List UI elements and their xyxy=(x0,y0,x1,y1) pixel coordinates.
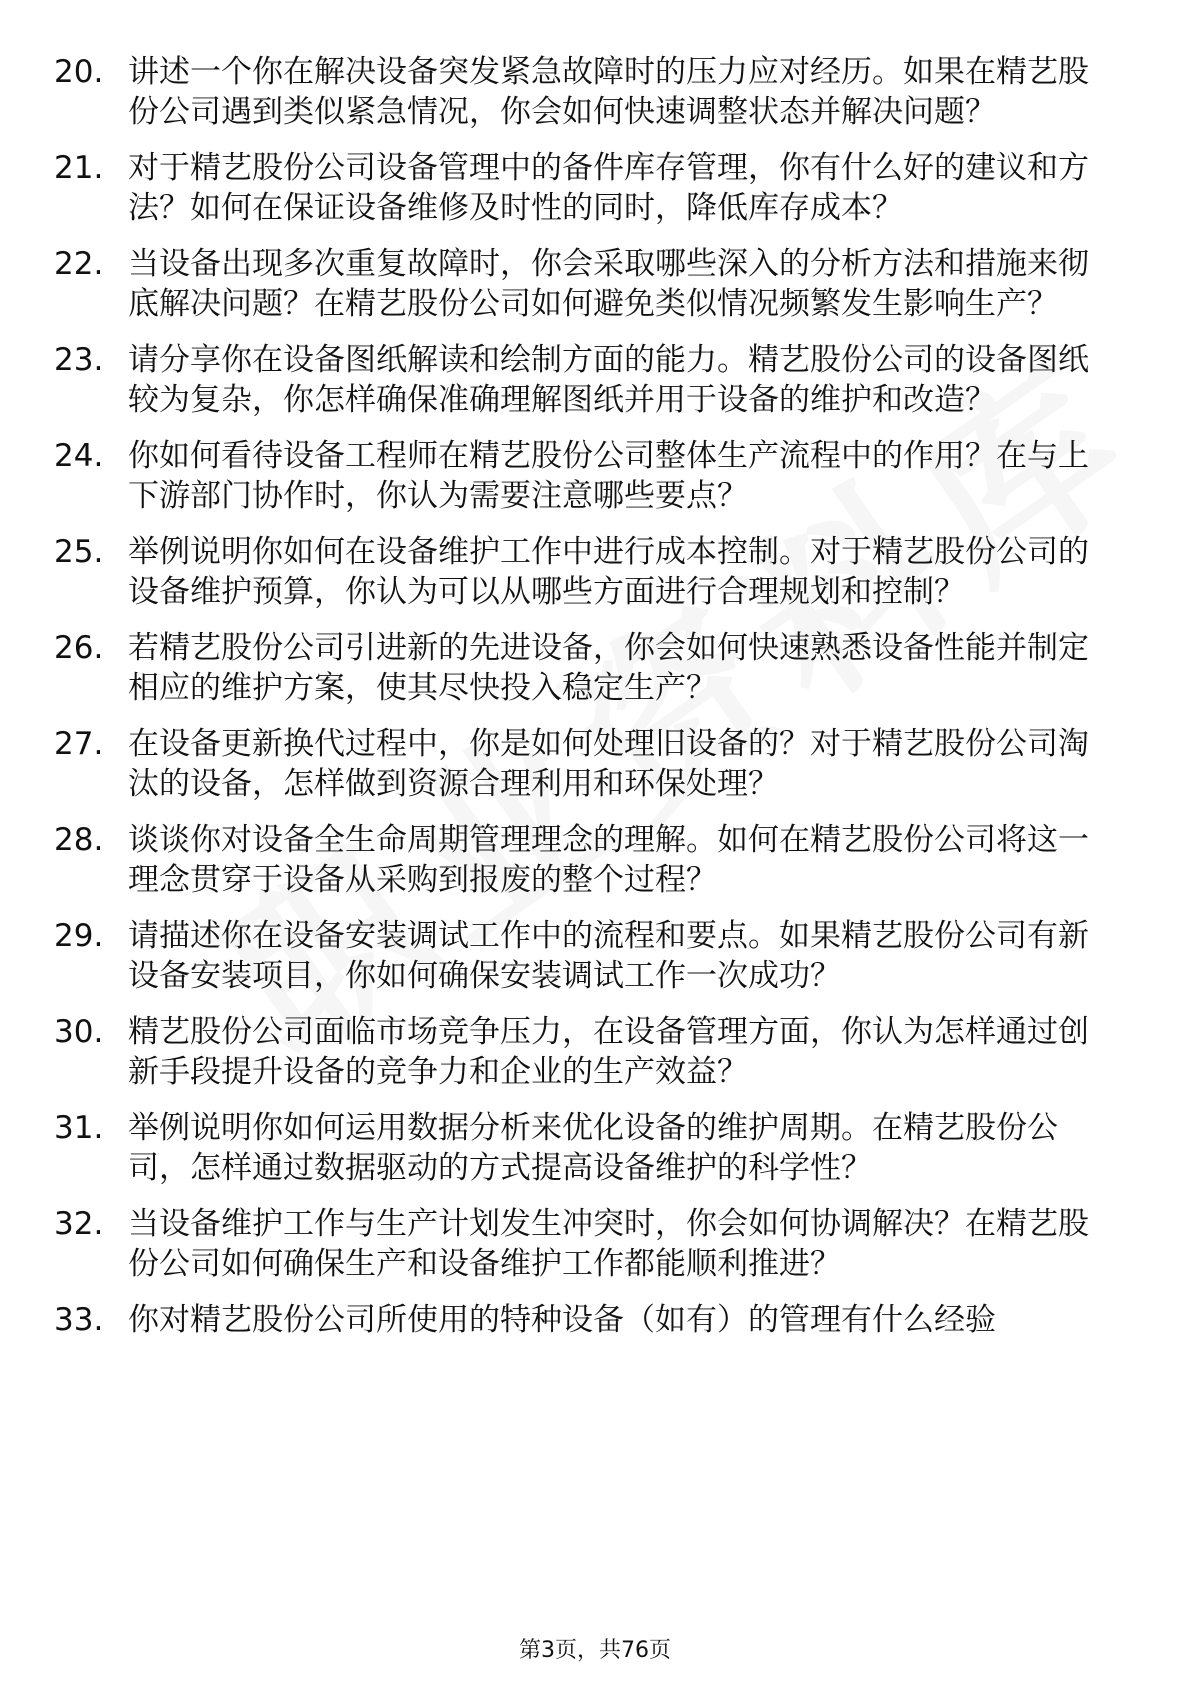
question-text: 举例说明你如何运用数据分析来优化设备的维护周期。在精艺股份公司，怎样通过数据驱动的方式提高设备维护的科学性？ xyxy=(128,1110,1058,1186)
question-number: 24. xyxy=(54,438,104,474)
question-text: 精艺股份公司面临市场竞争压力，在设备管理方面，你认为怎样通过创新手段提升设备的竞争力和企业的生产效益？ xyxy=(128,1014,1089,1090)
question-number: 31. xyxy=(54,1110,104,1146)
page-footer: 第3页，共76页 xyxy=(519,1638,671,1663)
question-item xyxy=(0,916,1118,996)
question-text: 当设备出现多次重复故障时，你会采取哪些深入的分析方法和措施来彻底解决问题？在精艺股份公司如何避免类似情况频繁发生影响生产？ xyxy=(128,246,1089,322)
question-item xyxy=(0,340,1118,420)
question-item xyxy=(0,1204,1118,1284)
question-item xyxy=(0,436,1118,516)
question-number: 26. xyxy=(54,630,104,666)
question-text: 举例说明你如何在设备维护工作中进行成本控制。对于精艺股份公司的设备维护预算，你认为可以从哪些方面进行合理规划和控制？ xyxy=(128,534,1089,610)
question-item xyxy=(0,244,1118,324)
question-item xyxy=(0,52,1118,132)
question-item xyxy=(0,1108,1118,1188)
question-number: 23. xyxy=(54,342,104,378)
question-list xyxy=(0,52,1190,1356)
question-text: 请描述你在设备安装调试工作中的流程和要点。如果精艺股份公司有新设备安装项目，你如何确保安装调试工作一次成功？ xyxy=(128,918,1089,994)
question-text: 请分享你在设备图纸解读和绘制方面的能力。精艺股份公司的设备图纸较为复杂，你怎样确保准确理解图纸并用于设备的维护和改造？ xyxy=(128,342,1089,418)
question-text: 你对精艺股份公司所使用的特种设备（如有）的管理有什么经验 xyxy=(128,1302,996,1338)
question-number: 20. xyxy=(54,54,104,90)
question-item xyxy=(0,820,1118,900)
question-number: 33. xyxy=(54,1302,104,1338)
question-text: 当设备维护工作与生产计划发生冲突时，你会如何协调解决？在精艺股份公司如何确保生产和设备维护工作都能顺利推进？ xyxy=(128,1206,1089,1282)
question-number: 30. xyxy=(54,1014,104,1050)
question-number: 21. xyxy=(54,150,104,186)
question-item xyxy=(0,148,1118,228)
question-item xyxy=(0,628,1118,708)
question-number: 29. xyxy=(54,918,104,954)
question-text: 讲述一个你在解决设备突发紧急故障时的压力应对经历。如果在精艺股份公司遇到类似紧急情况，你会如何快速调整状态并解决问题？ xyxy=(128,54,1089,130)
question-text: 你如何看待设备工程师在精艺股份公司整体生产流程中的作用？在与上下游部门协作时，你认为需要注意哪些要点？ xyxy=(128,438,1089,514)
question-text: 若精艺股份公司引进新的先进设备，你会如何快速熟悉设备性能并制定相应的维护方案，使其尽快投入稳定生产？ xyxy=(128,630,1089,706)
question-text: 对于精艺股份公司设备管理中的备件库存管理，你有什么好的建议和方法？如何在保证设备维修及时性的同时，降低库存成本？ xyxy=(128,150,1089,226)
question-item xyxy=(0,1300,1118,1340)
question-item xyxy=(0,532,1118,612)
question-text: 在设备更新换代过程中，你是如何处理旧设备的？对于精艺股份公司淘汰的设备，怎样做到资源合理利用和环保处理？ xyxy=(128,726,1089,802)
question-number: 25. xyxy=(54,534,104,570)
question-number: 22. xyxy=(54,246,104,282)
question-number: 32. xyxy=(54,1206,104,1242)
question-number: 27. xyxy=(54,726,104,762)
question-number: 28. xyxy=(54,822,104,858)
question-item xyxy=(0,1012,1118,1092)
question-text: 谈谈你对设备全生命周期管理理念的理解。如何在精艺股份公司将这一理念贯穿于设备从采购到报废的整个过程？ xyxy=(128,822,1089,898)
question-item xyxy=(0,724,1118,804)
